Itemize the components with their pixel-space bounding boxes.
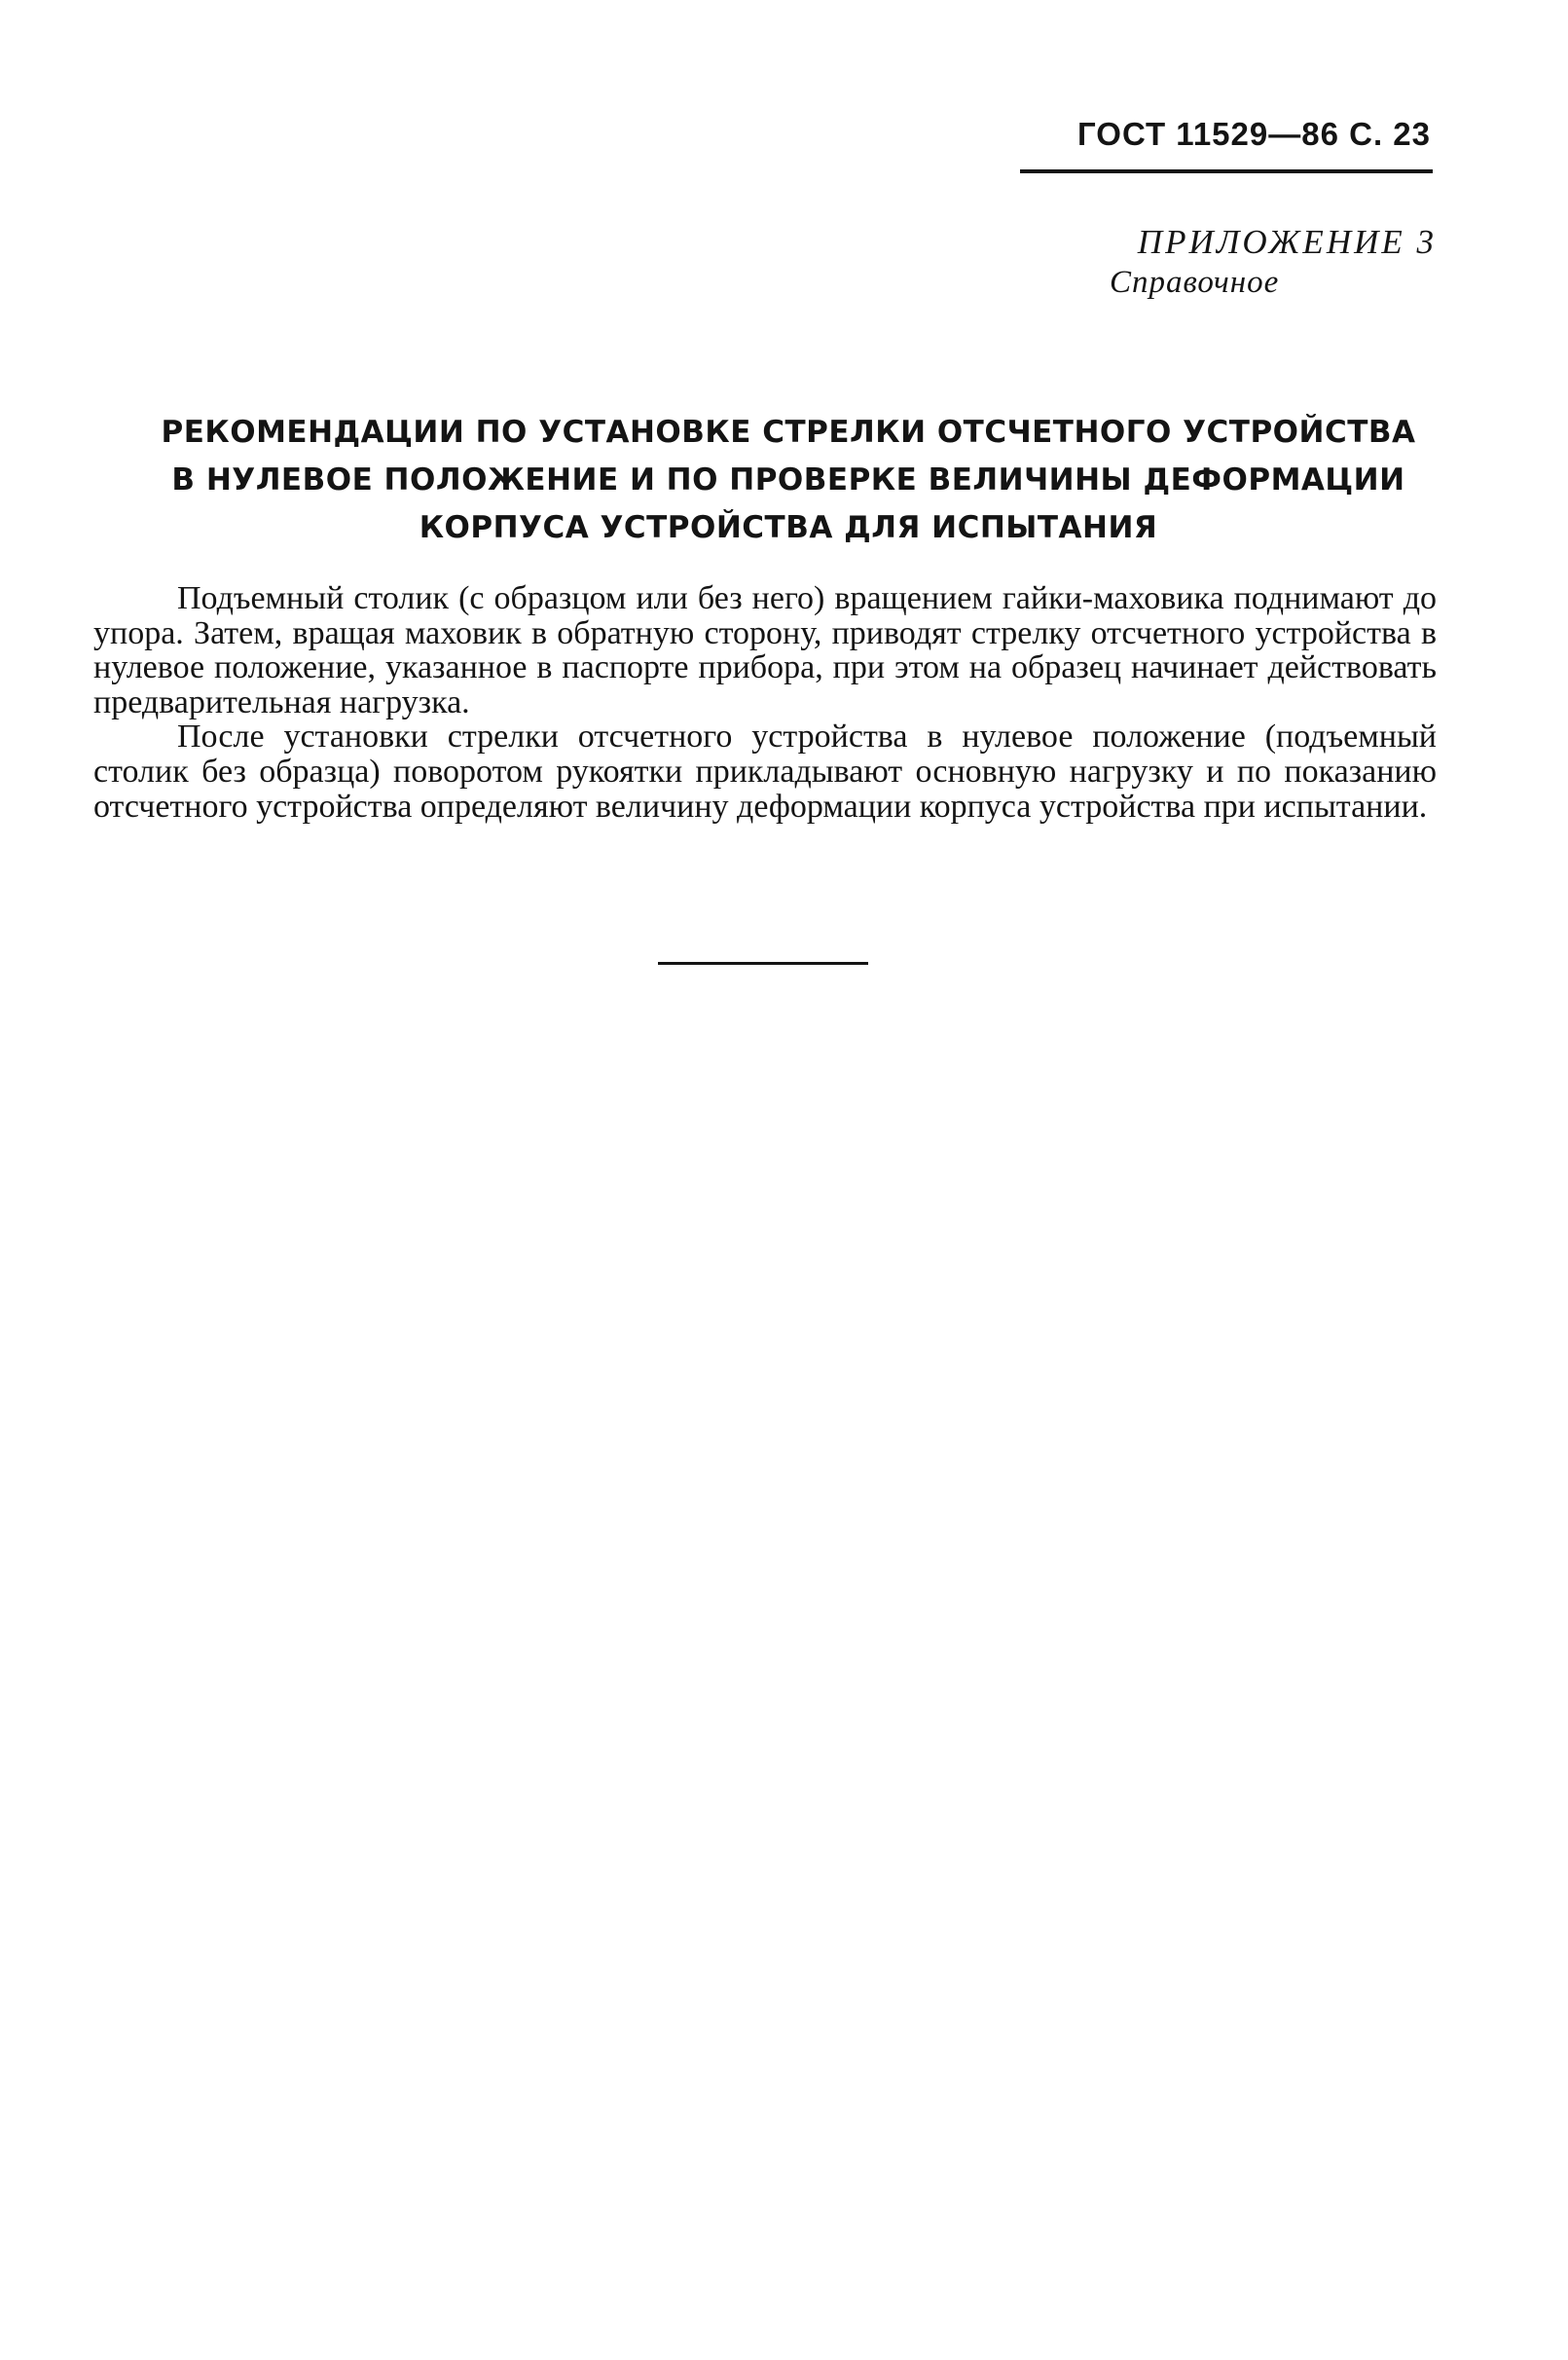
appendix-type: Справочное	[1110, 265, 1280, 300]
document-title	[117, 409, 1460, 552]
paragraph-1: Подъемный столик (с образцом или без него) вращением гайки-маховика поднимают до упора. Затем, вращая маховик в обратную сторону, приводят стрелку отсчетного устройства в нулевое положение, указанное в паспорте прибора, при этом на образец начинает действовать предварительная нагрузка.	[93, 580, 1437, 720]
paragraph-2: После установки стрелки отсчетного устройства в нулевое положение (подъемный столик без образца) поворотом рукоятки прикладывают основную нагрузку и по показанию отсчетного устройства определяют величину деформации корпуса устройства при испытании.	[93, 719, 1437, 825]
title-line-3: КОРПУСА УСТРОЙСТВА ДЛЯ ИСПЫТАНИЯ	[419, 510, 1158, 545]
title-line-1: РЕКОМЕНДАЦИИ ПО УСТАНОВКЕ СТРЕЛКИ ОТСЧЕТНОГО УСТРОЙСТВА	[161, 415, 1416, 450]
page-header	[1022, 115, 1431, 154]
document-code: ГОСТ 11529—86 С. 23	[1077, 116, 1431, 152]
body-text	[93, 581, 1437, 824]
appendix-number: ПРИЛОЖЕНИЕ 3	[1137, 223, 1437, 261]
appendix-label	[1071, 220, 1437, 265]
title-line-2: В НУЛЕВОЕ ПОЛОЖЕНИЕ И ПО ПРОВЕРКЕ ВЕЛИЧИНЫ ДЕФОРМАЦИИ	[171, 462, 1405, 498]
header-rule	[1020, 169, 1433, 173]
end-rule	[658, 962, 868, 965]
